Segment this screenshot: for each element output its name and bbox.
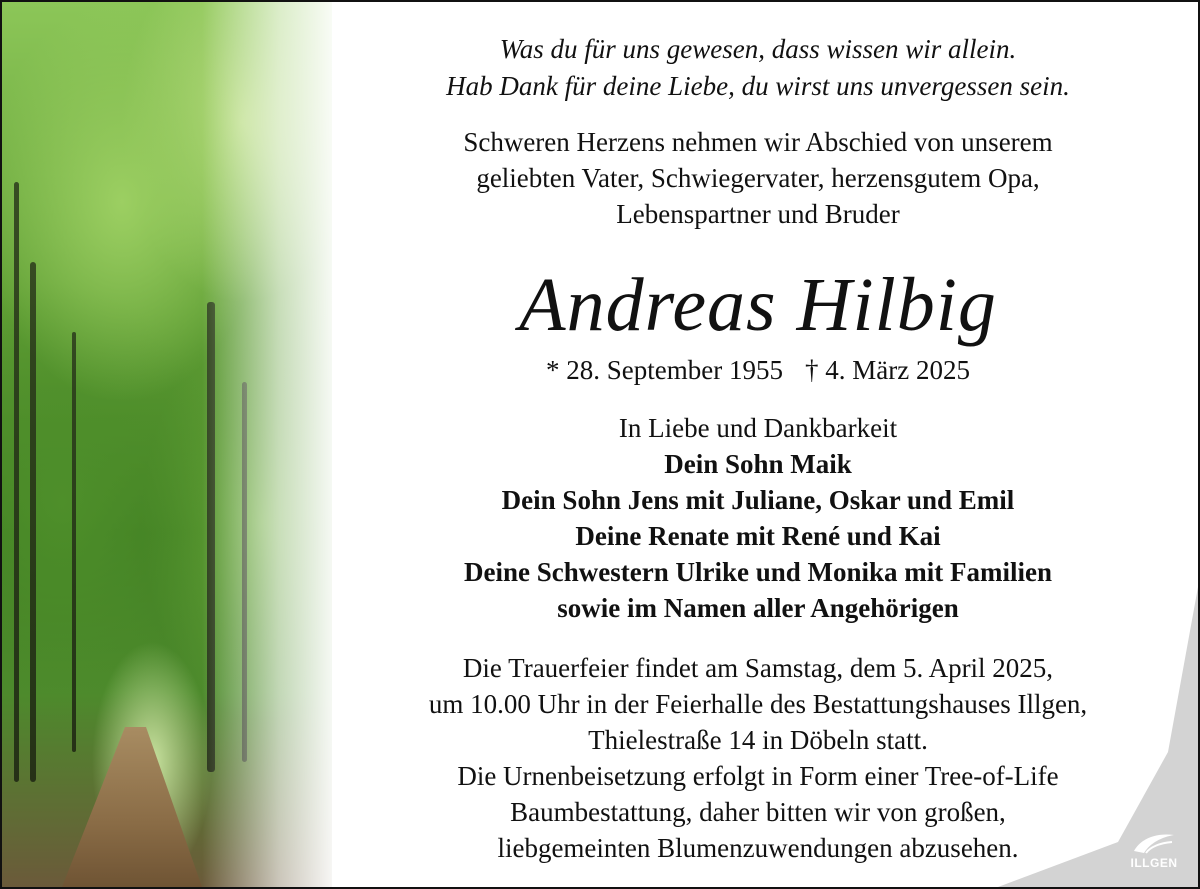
quote-line: Was du für uns gewesen, dass wissen wir allein. [499, 34, 1017, 64]
memorial-quote [318, 31, 1198, 105]
tree-trunk [30, 262, 36, 782]
mourner-line: Dein Sohn Maik [664, 449, 852, 479]
mourner-line: sowie im Namen aller Angehörigen [557, 593, 959, 623]
quote-line: Hab Dank für deine Liebe, du wirst uns unvergessen sein. [446, 71, 1070, 101]
tree-trunk [14, 182, 19, 782]
death-date: † 4. März 2025 [805, 355, 970, 385]
mourner-line: Dein Sohn Jens mit Juliane, Oskar und Emil [501, 485, 1015, 515]
forest-path [62, 727, 202, 887]
intro-line: Lebenspartner und Bruder [616, 199, 900, 229]
service-line: Thielestraße 14 in Döbeln statt. [588, 725, 928, 755]
life-dates [318, 352, 1198, 388]
intro-line: Schweren Herzens nehmen wir Abschied von unserem [463, 127, 1053, 157]
mourner-line: Deine Schwestern Ulrike und Monika mit Familien [464, 557, 1052, 587]
service-line: liebgemeinten Blumenzuwendungen abzusehen. [497, 833, 1019, 863]
farewell-intro [318, 124, 1198, 232]
service-details [318, 650, 1198, 866]
tree-trunk [72, 332, 76, 752]
intro-line: geliebten Vater, Schwiegervater, herzensgutem Opa, [476, 163, 1040, 193]
mourners-block [318, 410, 1198, 626]
mourner-line: Deine Renate mit René und Kai [575, 521, 941, 551]
mourners-heading: In Liebe und Dankbarkeit [618, 413, 898, 443]
text-column [318, 2, 1198, 887]
service-line: Die Urnenbeisetzung erfolgt in Form einer Tree-of-Life [457, 761, 1059, 791]
birth-date: * 28. September 1955 [546, 355, 783, 385]
service-line: Baumbestattung, daher bitten wir von großen, [510, 797, 1006, 827]
service-line: um 10.00 Uhr in der Feierhalle des Bestattungshauses Illgen, [428, 689, 1088, 719]
brand-name: ILLGEN [1130, 856, 1178, 870]
service-line: Die Trauerfeier findet am Samstag, dem 5. April 2025, [462, 653, 1054, 683]
deceased-name: Andreas Hilbig [519, 263, 997, 347]
